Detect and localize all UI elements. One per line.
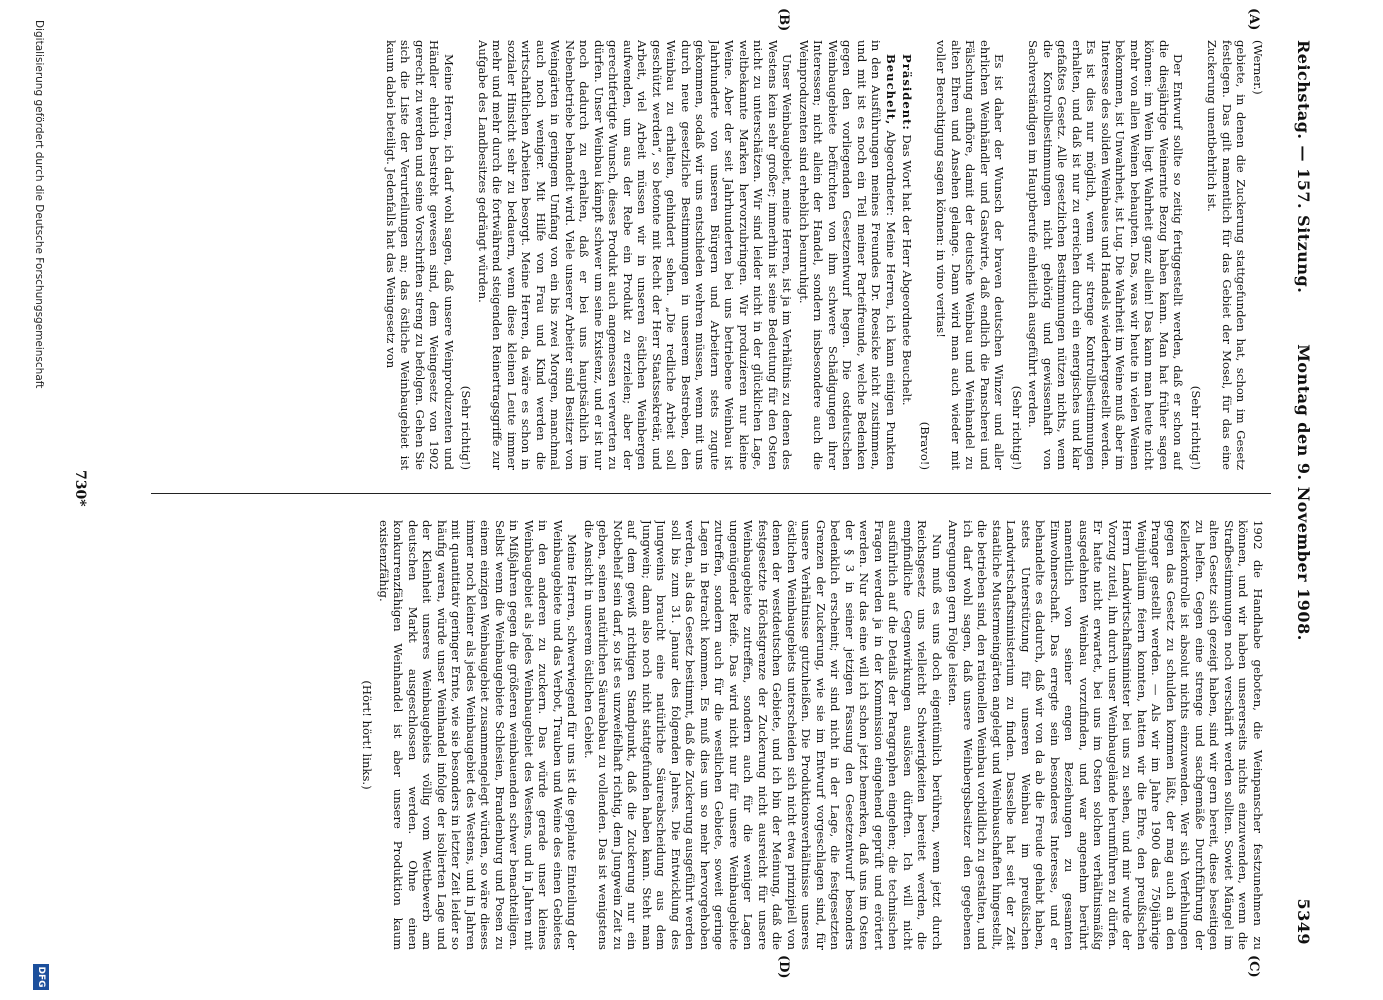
- paragraph: Meine Herren, schwerwiegend für uns ist die geplante Einteilung der Weinbaugebiete und das Verbot, Trauben und Weine des einen Gebietes in den anderen zu zuckern. Das würde gerade unser kleines Weinbaugebiet als jedes Weinbaugebiet des Westens, und in Jahren mit in Mißjahren gegen die größeren weinbauenden schwer benachteiligen. Selbst wenn die Weinbaugebiete Schlesien, Brandenburg und Posen zu einem einzigen Weinbaugebiet zusammengelegt würden, so wäre dieses immer noch kleiner als jedes Weinbaugebiet des Westens, und in Jahren mit quantitativ geringer Ernte, wie sie besonders in letzter Zeit leider so häufig waren, würde unser Weinhandel infolge der isolierten Lage und der Kleinheit unseres Weinbaugebiets völlig vom Wettbewerb am deutschen Markt ausgeschlossen werden. Ohne einen konkurrenzfähigen Weinhandel ist aber unsere Produktion kaum existenzfähig.: [377, 520, 580, 950]
- margin-marker-d: (D): [776, 955, 791, 979]
- interjection: (Hört! hört! links.): [360, 680, 375, 790]
- margin-marker-b: (B): [776, 8, 791, 32]
- left-column: [157, 40, 1265, 470]
- footer-page-number: 730*: [72, 470, 88, 507]
- page-header: [1289, 40, 1313, 945]
- interjection: (Sehr richtig!): [1010, 385, 1024, 470]
- header-session: Reichstag. — 157. Sitzung.: [1294, 40, 1313, 294]
- interjection: (Sehr richtig!): [459, 385, 474, 470]
- dfg-logo-icon: DFG: [33, 964, 49, 990]
- paragraph: gebiete, in denen die Zuckerung stattgefunden hat, schon im Gesetz festlegen. Das gilt namentlich für das Gebiet der Mosel, für das eine Zuckerung unentbehrlich ist.: [1205, 40, 1249, 470]
- paragraph: Es ist daher der Wunsch der braven deutschen Winzer und aller ehrlichen Weinhändler und Gastwirte, daß endlich die Panscherei und Fälschung aufhöre, damit der deutsche Weinbau und Weinhandel zu alten Ehren und Ansehen gelange. Dann wird man auch wieder mit voller Berechtigung sagen können: in vino veritas!: [934, 40, 1007, 470]
- speaker-name: Beuchelt,: [884, 54, 898, 126]
- paragraph: Der Entwurf sollte so zeitig fertiggestellt werden, daß er schon auf die diesjährige Weinernte Bezug haben kann. Man hat früher sagen können: im Wein liegt Wahrheit ganz allein! Das kann man heute nicht mehr von allen Weinen behaupten. Das, was wir heute in vielen Weinen bekommen, ist Unwahrheit, ist Lug. Die Wahrheit im Weine muß aber im Interesse des soliden Weinbaues und Handels wiederhergestellt werden. Es ist dies nur möglich, wenn wir strenge Kontrollbestimmungen erhalten, und daß ist nur zu erreichen durch ein energisches und klar gefaßtes Gesetz. Alle gesetzlichen Bestimmungen nützen nichts, wenn die Kontrollbestimmungen nicht gehörig und gewissenhaft von Sachverständigen im Hauptberufe einheitlich ausgeführt werden.: [1026, 40, 1186, 470]
- interjection: (Sehr richtig!): [1189, 385, 1203, 470]
- speech-opening: [797, 40, 899, 470]
- header-page-number: 5349: [1294, 898, 1313, 945]
- header-date: Montag den 9. November 1908.: [1294, 344, 1313, 641]
- speaker-tag: (Werner.): [1251, 40, 1265, 95]
- speech-text: Abgeordneter: Meine Herren, ich kann einigen Punkten in den Ausführungen meines Freundes Dr. Roesicke nicht zustimmen, und mit ist es noch ein Teil meiner Parteifreunde, welche Bedenken gegen den vorliegenden Gesetzentwurf hegen. Die ostdeutschen Weinbaugebiete befürchten von ihm schwere Schädigungen ihrer Interessen; nicht allein der Handel, sondern insbesondere auch die Weinproduzenten sind erheblich beunruhigt.: [797, 40, 898, 470]
- paragraph: Nun muß es uns doch eigentümlich berühren, wenn jetzt durch Reichsgesetz uns vielleicht Schwierigkeiten bereitet werden, die empfindliche Gegenwirkungen auslösen dürften. Ich will nicht ausführlich auf die Details der Paragraphen eingehen; die technischen Fragen werden ja in der Kommission eingehend geprüft und erörtert werden. Nur das eine will ich schon jetzt bemerken, daß uns im Osten der § 3 in seiner jetzigen Fassung den Gesetzentwurf besonders bedenklich erscheint; wir sind nicht in der Lage, die festgesetzten Grenzen der Zuckerung, wie sie im Entwurf vorgeschlagen sind, für unsere Verhältnisse gutzuheißen. Die Produktionsverhältnisse unseres östlichen Weinbaugebiets unterscheiden sich nicht etwa prinzipiell von denen der westdeutschen Gebiete, und ich bin der Meinung, daß die festgesetzte Höchstgrenze der Zuckerung nicht ausreicht für unsere Weinbaugebiete zutreffen, sondern auch für die weniger Lagen ungenügender Reife. Das wird nicht nur für unsere Weinbaugebiete zutreffen, sondern auch für die westlichen Gebiete, soweit geringe Lagen in Betracht kommen. Es muß dies um so mehr hervorgehoben werden, als das Gesetz bestimmt, daß die Zuckerung ausgeführt werden soll bis zum 31. Januar des folgenden Jahres. Die Entwicklung des Jungweins braucht eine natürliche Säureabscheidung aus dem Jungwein; dann also noch nicht stattgefunden haben kann. Steht man auf dem gewiß richtigen Standpunkt, daß die Zuckerung nur ein Notbehelf sein darf, so ist es unzweifelhaft richtig, dem Jungwein Zeit zu geben, seinen natürlichen Säureabbau zu vollenden. Das ist wenigstens die Ansicht in unserem östlichen Gebiet.: [582, 520, 944, 950]
- president-label: Präsident:: [900, 54, 915, 131]
- margin-marker-c: (C): [1246, 955, 1261, 978]
- paragraph: Meine Herren, ich darf wohl sagen, daß unsere Weinproduzenten und Händler ehrlich bestrebt gewesen sind, dem Weingesetz von 1902 gerecht zu werden und seine Vorschriften streng zu befolgen. Gehen Sie sich die Liste der Verurteilungen an; das östliche Weinbaugebiet ist kaum dabei beteiligt. Jedenfalls hat das Weingesetz von: [384, 40, 456, 470]
- digitization-credit: Digitalisierung gefördert durch die Deutsche Forschungsgemeinschaft: [33, 20, 45, 389]
- right-column: [157, 520, 1265, 950]
- president-text: Das Wort hat der Herr Abgeordnete Beuchelt.: [900, 134, 915, 406]
- paragraph: 1902 die Handhabe geboten, die Weinpanscher festzunehmen zu können, und wir haben unsererseits nichts einzuwenden, wenn die Strafbestimmungen noch verschärft werden sollten. Sowiet Mängel im alten Gesetz sich gezeigt haben, sind wir gern bereit, diese beseitigen zu helfen. Gegen eine strenge und sachgemäße Durchführung der Kellerkontrolle ist absolut nichts einzuwenden. Wer sich Verfehlungen gegen das Gesetz zu schulden kommen läßt, der mag auch an den Pranger gestellt werden. — Als wir im Jahre 1900 das 750jährige Weinjubiläum feiern konnten, hatten wir die Ehre, den preußischen Herrn Landwirtschaftsminister bei uns zu sehen, und mir wurde der Vorzug zuteil, ihn durch unser Weinbaugelände herumführen zu dürfen. Er hatte nicht erwartet, bei uns im Osten solchen verhältnismäßig ausgedehnten Weinbau vorzufinden, und war angenehm berührt namentlich von seiner engen Beziehungen zu gesamten Einwohnerschaft. Das erregte sein besonderes Interesse, und er behandelte es dadurch, daß wir von da ab die Freude gehabt haben, stets Unterstützung für unseren Weinbau im preußischen Landwirtschaftsministerium zu finden. Dasselbe hat seit der Zeit staatliche Mustermeingärten angelegt und Weinbauschaften hingestellt, die betrieben sind, den rationellen Weinbau vorbildlich zu gestalten, und ich darf wohl sagen, daß unsere Weinbergsbesitzer den gegebenen Anregungen gern Folge leisten.: [946, 520, 1265, 950]
- column-divider: [151, 493, 1271, 494]
- paragraph: Unser Weinbaugebiet, meine Herren, ist ja im Verhältnis zu denen des Westens kein sehr großer; immerhin ist seine Bedeutung für den Osten nicht zu unterschätzen. Wir sind leider nicht in der glücklichen Lage, weltbekannte Marken hervorzubringen. Wir produzieren nur kleine Weine. Aber der seit Jahrhunderten bei uns betriebene Weinbau ist Jahrhunderte von unseren Bürgern und Arbeitern stets zugute gekommen, sodaß wir uns entschieden wehren müssen, wenn mit uns durch neue gesetzliche Bestimmungen in unserem Bestreben, den Weinbau zu erhalten, gehindert sehen. „Die redliche Arbeit soll geschützt werden“, so betonte mit Recht der Herr Staatssekretär, und Arbeit, viel Arbeit müssen wir in unseren östlichen Weinbergen aufwenden, um aus der Rebe ein Produkt zu erzielen; aber der gerechtfertigte Wunsch, dieses Produkt auch angemessen verwerten zu dürfen. Unser Weinbau kämpft schwer um seine Existenz, und er ist nur noch dadurch zu erhalten, daß er bei uns hauptsächlich im Nebenbetriebe behandelt wird. Viele unserer Arbeiter sind Besitzer von Weingärten in geringem Umfang von ein bis zwei Morgen, manchmal auch noch weniger. Mit Hilfe von Frau und Kind werden die wirtschaftlichen Arbeiten besorgt. Meine Herren, da wäre es schon in sozialer Hinsicht sehr zu bedauern, wenn diese kleinen Leute immer mehr und mehr durch die fortwährend steigenden Reinertragsgriffe zur Aufgabe des Landbesitzes gedrängt würden.: [476, 40, 795, 470]
- margin-marker-a: (A): [1246, 8, 1261, 31]
- president-statement: [900, 40, 915, 470]
- interjection: (Bravo!): [918, 421, 932, 470]
